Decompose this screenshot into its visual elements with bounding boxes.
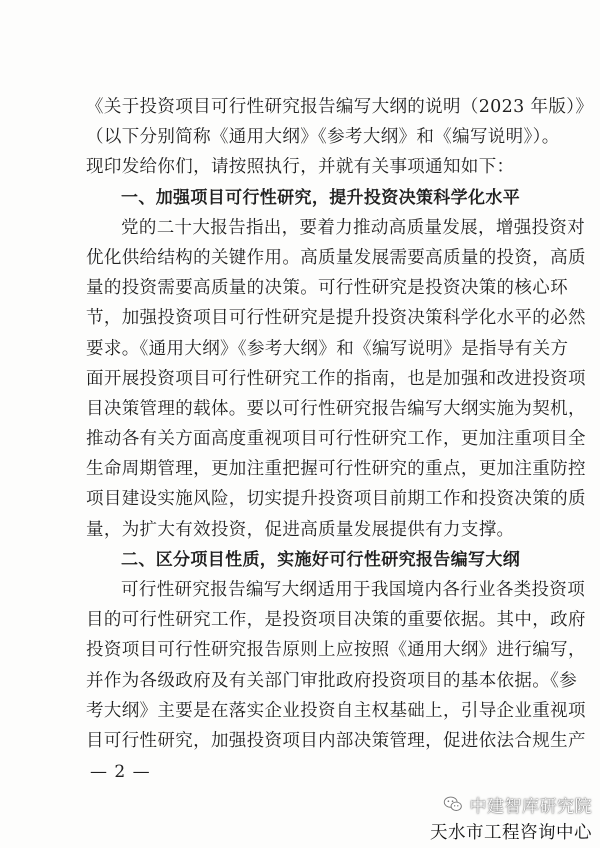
text-line: 现印发给你们，请按照执行，并就有关事项通知如下：: [86, 157, 515, 178]
wechat-icon: [442, 793, 464, 815]
text-line: 节，加强投资项目可行性研究是提升投资决策科学化水平的必然: [86, 308, 586, 329]
text-line: 生命周期管理，更加注重把握可行性研究的重点，更加注重防控: [86, 459, 586, 480]
watermark-account-name: 中建智库研究院: [469, 796, 592, 817]
page-number: — 2 —: [90, 762, 151, 782]
text-line: 考大纲》主要是在落实企业投资自主权基础上，引导企业重视项: [86, 700, 586, 721]
text-line: 推动各有关方面高度重视项目可行性研究工作，更加注重项目全: [86, 429, 586, 450]
watermark: [430, 789, 592, 844]
text-line: 量，为扩大有效投资，促进高质量发展提供有力支撑。: [86, 519, 515, 540]
watermark-organization: 天水市工程咨询中心: [430, 823, 592, 843]
text-line: 目可行性研究，加强投资项目内部决策管理，促进依法合规生产: [86, 730, 586, 751]
text-line: 项目建设实施风险，切实提升投资项目前期工作和投资决策的质: [86, 489, 586, 510]
text-line: 并作为各级政府及有关部门审批政府投资项目的基本依据。《参: [86, 670, 578, 691]
section-heading: 二、区分项目性质，实施好可行性研究报告编写大纲: [121, 549, 521, 570]
text-line: 《关于投资项目可行性研究报告编写大纲的说明（2023 年版）》: [86, 97, 594, 117]
text-line: 优化供给结构的关键作用。高质量发展需要高质量的投资，高质: [86, 247, 586, 268]
text-line: 要求。《通用大纲》《参考大纲》和《编写说明》是指导有关方: [86, 338, 569, 359]
text-line: 投资项目可行性研究报告原则上应按照《通用大纲》进行编写，: [86, 640, 586, 661]
text-line: 目的可行性研究工作，是投资项目决策的重要依据。其中，政府: [86, 610, 586, 631]
text-line: 量的投资需要高质量的决策。可行性研究是投资决策的核心环: [86, 278, 568, 299]
section-heading: 一、加强项目可行性研究，提升投资决策科学化水平: [121, 187, 521, 208]
text-line: 可行性研究报告编写大纲适用于我国境内各行业各类投资项: [121, 580, 586, 600]
document-body: [86, 92, 594, 756]
text-line: 面开展投资项目可行性研究工作的指南，也是加强和改进投资项: [86, 368, 586, 389]
text-line: （以下分别简称《通用大纲》《参考大纲》和《编写说明》）。: [86, 127, 560, 148]
text-line: 目决策管理的载体。要以可行性研究报告编写大纲实施为契机，: [86, 398, 586, 419]
text-line: 党的二十大报告指出，要着力推动高质量发展，增强投资对: [121, 217, 586, 238]
watermark-account-row: [430, 789, 592, 819]
